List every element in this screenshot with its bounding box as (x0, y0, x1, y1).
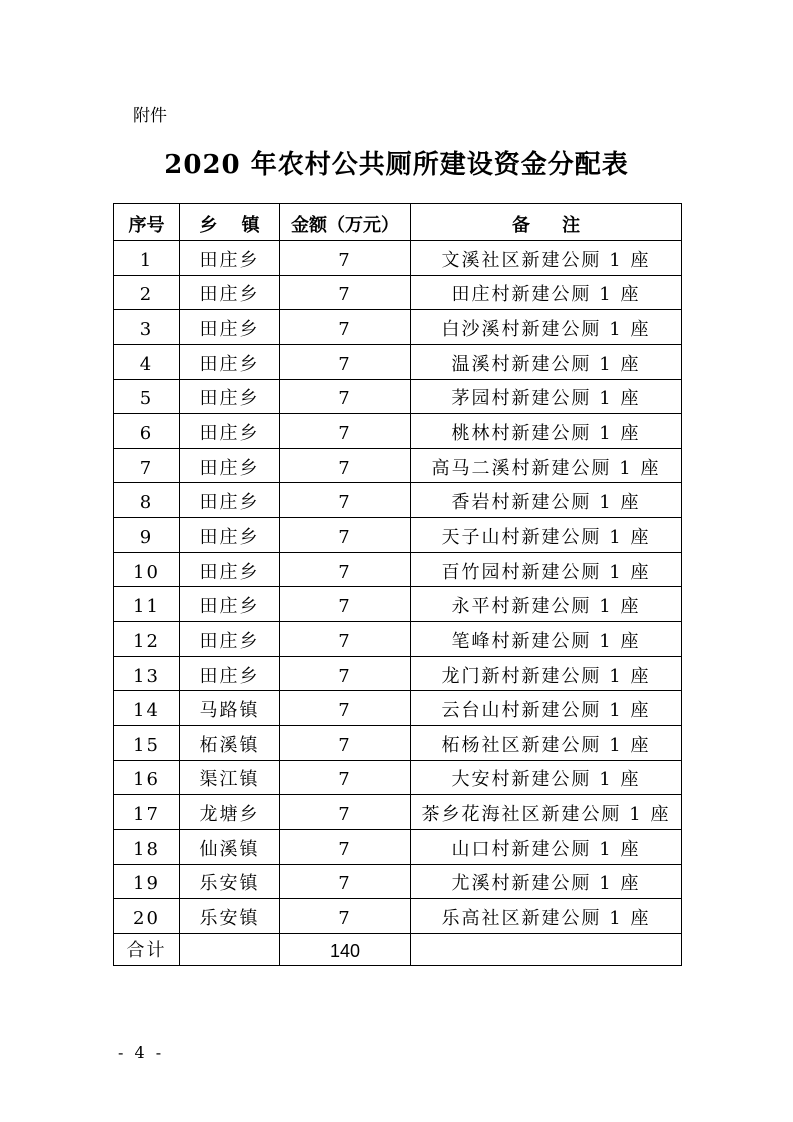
cell-amount: 7 (280, 899, 411, 934)
cell-no: 18 (114, 829, 180, 864)
cell-town: 田庄乡 (180, 379, 280, 414)
cell-amount: 7 (280, 795, 411, 830)
cell-town: 田庄乡 (180, 552, 280, 587)
cell-note: 田庄村新建公厕 1 座 (411, 275, 682, 310)
cell-amount: 7 (280, 829, 411, 864)
cell-note: 桃林村新建公厕 1 座 (411, 414, 682, 449)
table-row (114, 795, 682, 830)
table-row (114, 656, 682, 691)
cell-town: 田庄乡 (180, 275, 280, 310)
cell-no: 9 (114, 518, 180, 553)
cell-note: 大安村新建公厕 1 座 (411, 760, 682, 795)
cell-amount: 7 (280, 552, 411, 587)
table-header-row (114, 204, 682, 241)
cell-amount: 7 (280, 414, 411, 449)
total-row (114, 933, 682, 965)
table-row (114, 414, 682, 449)
cell-no: 14 (114, 691, 180, 726)
cell-note: 尤溪村新建公厕 1 座 (411, 864, 682, 899)
cell-note: 永平村新建公厕 1 座 (411, 587, 682, 622)
header-note: 备 注 (411, 204, 682, 241)
allocation-table (113, 203, 682, 966)
cell-note: 乐高社区新建公厕 1 座 (411, 899, 682, 934)
cell-town: 田庄乡 (180, 310, 280, 345)
cell-note: 茅园村新建公厕 1 座 (411, 379, 682, 414)
cell-town: 田庄乡 (180, 587, 280, 622)
table-row (114, 483, 682, 518)
cell-town: 田庄乡 (180, 241, 280, 276)
cell-amount: 7 (280, 760, 411, 795)
header-amount: 金额（万元） (280, 204, 411, 241)
cell-note: 山口村新建公厕 1 座 (411, 829, 682, 864)
cell-amount: 7 (280, 241, 411, 276)
table-row (114, 864, 682, 899)
cell-town: 田庄乡 (180, 448, 280, 483)
cell-no: 15 (114, 725, 180, 760)
table-row (114, 587, 682, 622)
header-town: 乡 镇 (180, 204, 280, 241)
cell-no: 8 (114, 483, 180, 518)
cell-note: 百竹园村新建公厕 1 座 (411, 552, 682, 587)
cell-no: 20 (114, 899, 180, 934)
cell-note: 茶乡花海社区新建公厕 1 座 (411, 795, 682, 830)
cell-note: 文溪社区新建公厕 1 座 (411, 241, 682, 276)
cell-no: 7 (114, 448, 180, 483)
cell-town: 田庄乡 (180, 622, 280, 657)
cell-no: 4 (114, 344, 180, 379)
cell-amount: 7 (280, 622, 411, 657)
cell-town: 仙溪镇 (180, 829, 280, 864)
page-number: - 4 - (118, 1043, 165, 1062)
cell-amount: 7 (280, 379, 411, 414)
cell-town: 田庄乡 (180, 414, 280, 449)
cell-note: 龙门新村新建公厕 1 座 (411, 656, 682, 691)
cell-amount: 7 (280, 656, 411, 691)
cell-note: 笔峰村新建公厕 1 座 (411, 622, 682, 657)
table-row (114, 760, 682, 795)
table-row (114, 518, 682, 553)
header-no: 序号 (114, 204, 180, 241)
cell-town: 渠江镇 (180, 760, 280, 795)
total-note-empty (411, 933, 682, 965)
cell-no: 1 (114, 241, 180, 276)
table-row (114, 829, 682, 864)
cell-town: 柘溪镇 (180, 725, 280, 760)
cell-amount: 7 (280, 725, 411, 760)
cell-no: 5 (114, 379, 180, 414)
cell-no: 11 (114, 587, 180, 622)
cell-town: 田庄乡 (180, 518, 280, 553)
cell-no: 10 (114, 552, 180, 587)
cell-no: 13 (114, 656, 180, 691)
cell-note: 天子山村新建公厕 1 座 (411, 518, 682, 553)
cell-note: 云台山村新建公厕 1 座 (411, 691, 682, 726)
cell-note: 柘杨社区新建公厕 1 座 (411, 725, 682, 760)
cell-town: 田庄乡 (180, 344, 280, 379)
cell-amount: 7 (280, 344, 411, 379)
cell-town: 田庄乡 (180, 483, 280, 518)
cell-note: 高马二溪村新建公厕 1 座 (411, 448, 682, 483)
table-row (114, 899, 682, 934)
cell-town: 龙塘乡 (180, 795, 280, 830)
page-title: 2020 年农村公共厕所建设资金分配表 (164, 150, 629, 180)
table-row (114, 310, 682, 345)
total-town-empty (180, 933, 280, 965)
cell-amount: 7 (280, 310, 411, 345)
table-row (114, 448, 682, 483)
cell-no: 6 (114, 414, 180, 449)
table-row (114, 691, 682, 726)
table-row (114, 725, 682, 760)
cell-amount: 7 (280, 518, 411, 553)
cell-amount: 7 (280, 275, 411, 310)
cell-amount: 7 (280, 448, 411, 483)
cell-note: 温溪村新建公厕 1 座 (411, 344, 682, 379)
cell-no: 12 (114, 622, 180, 657)
table-row (114, 275, 682, 310)
cell-town: 马路镇 (180, 691, 280, 726)
table-row (114, 552, 682, 587)
table-row (114, 241, 682, 276)
cell-note: 香岩村新建公厕 1 座 (411, 483, 682, 518)
cell-amount: 7 (280, 864, 411, 899)
cell-no: 17 (114, 795, 180, 830)
cell-note: 白沙溪村新建公厕 1 座 (411, 310, 682, 345)
total-label: 合计 (114, 933, 180, 965)
cell-no: 2 (114, 275, 180, 310)
cell-amount: 7 (280, 483, 411, 518)
cell-no: 19 (114, 864, 180, 899)
cell-no: 3 (114, 310, 180, 345)
cell-amount: 7 (280, 691, 411, 726)
attachment-label: 附件 (133, 106, 167, 126)
cell-town: 田庄乡 (180, 656, 280, 691)
table-row (114, 379, 682, 414)
table-row (114, 622, 682, 657)
cell-amount: 7 (280, 587, 411, 622)
cell-no: 16 (114, 760, 180, 795)
total-amount: 140 (280, 933, 411, 965)
table-row (114, 344, 682, 379)
cell-town: 乐安镇 (180, 864, 280, 899)
cell-town: 乐安镇 (180, 899, 280, 934)
